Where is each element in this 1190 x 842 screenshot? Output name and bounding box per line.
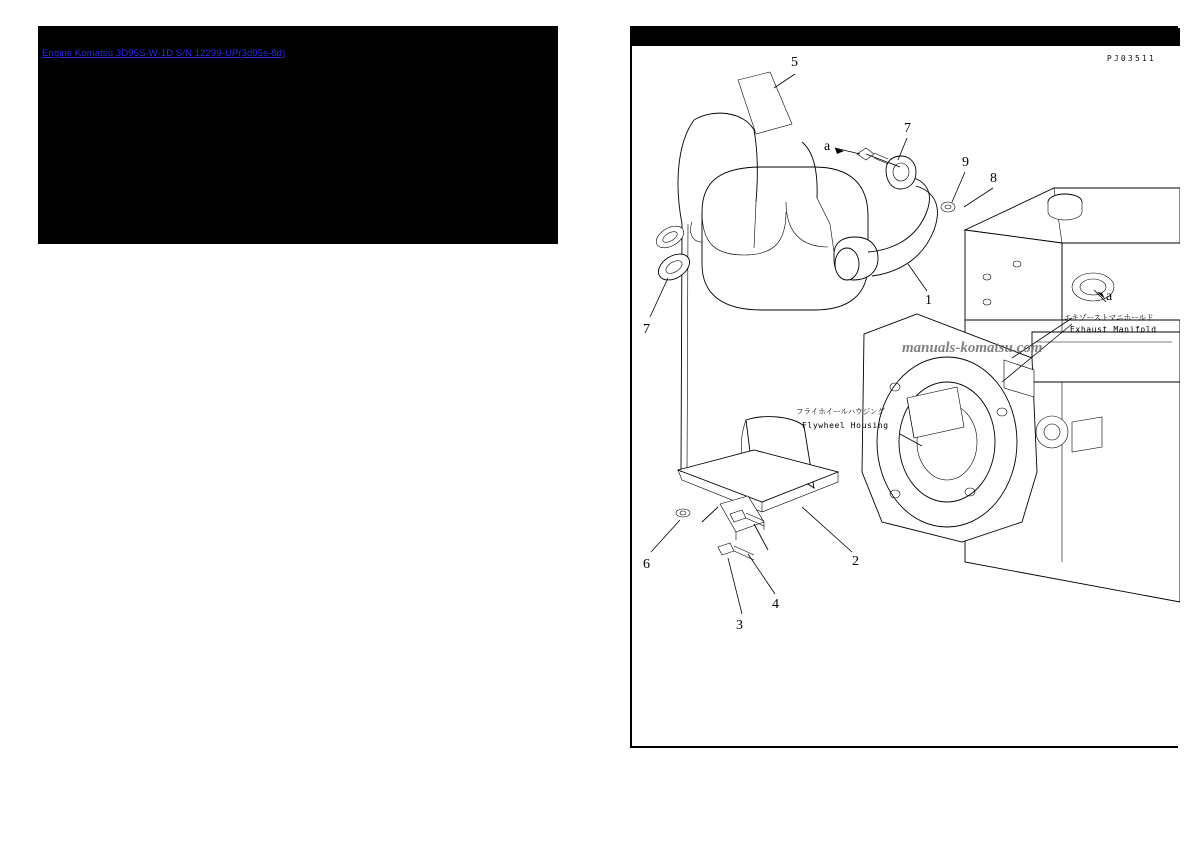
parts-illustration (632, 28, 1180, 750)
exhaust-manifold-en-label: Exhaust Manifold (1070, 325, 1157, 334)
site-watermark: manuals-komatsu.com (902, 340, 1043, 356)
callout-9: 9 (962, 155, 969, 170)
callout-a-left: a (824, 139, 831, 154)
engine-assembly (862, 188, 1180, 602)
callout-1: 1 (925, 293, 932, 308)
parts-diagram-frame (630, 26, 1178, 748)
callout-4: 4 (772, 597, 779, 612)
flywheel-housing-en-label: Flywheel Housing (802, 421, 889, 430)
callout-7-left: 7 (643, 322, 650, 337)
callout-7-upper: 7 (904, 121, 911, 136)
exhaust-manifold-jp-label: エキゾーストマニホールド (1064, 313, 1154, 322)
catalog-page-link[interactable]: Engine Komatsu 3D95S-W-1D S/N 12299-UP(3d95s-8d) (42, 48, 286, 59)
callout-5: 5 (791, 55, 798, 70)
callout-8: 8 (990, 171, 997, 186)
left-black-panel (38, 26, 558, 244)
heat-shield-cover (678, 417, 838, 550)
callout-a-right: a (1106, 289, 1113, 304)
flywheel-housing-jp-label: フライホイールハウジング (796, 407, 885, 416)
callout-6: 6 (643, 557, 650, 572)
callout-2: 2 (852, 554, 859, 569)
drawing-code-label: PJ03511 (1106, 54, 1156, 63)
callout-3: 3 (736, 618, 743, 633)
